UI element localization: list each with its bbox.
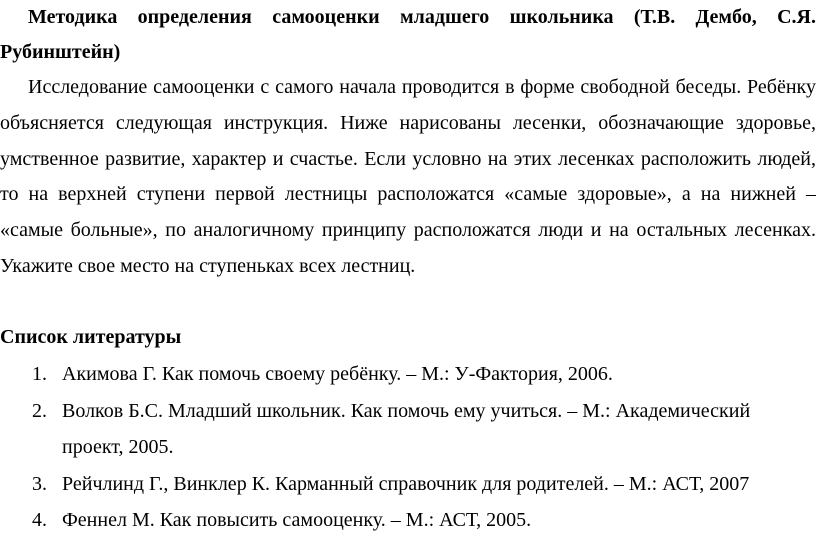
reference-item [0,356,816,393]
reference-text: Рейчлинд Г., Винклер К. Карманный справочник для родителей. – М.: АСТ, 2007 [62,472,750,495]
reference-number: 1. [32,363,47,385]
reference-text: Феннел М. Как повысить самооценку. – М.: АСТ, 2005. [62,509,532,531]
reference-text: Акимова Г. Как помочь своему ребёнку. – М.: У-Фактория, 2006. [62,363,613,385]
reference-number: 4. [32,509,47,531]
reference-item [0,466,816,503]
reference-number: 2. [32,399,47,422]
reference-item [0,502,816,539]
reference-item [0,393,816,466]
references-heading: Список литературы [0,326,182,348]
reference-text: Волков Б.С. Младший школьник. Как помочь ему учиться. – М.: Академический проект, 2005. [62,399,751,458]
document-title: Методика определения самооценки младшего школьника (Т.В. Дембо, С.Я. Рубинштейн) [0,6,816,63]
references-list [0,356,816,539]
method-description: Исследование самооценки с самого начала проводится в форме свободной беседы. Ребёнку объясняется следующая инструкция. Ниже нарисованы лесенки, обозначающие здоровье, умственное развитие, характер и счастье. Если условно на этих лесенках расположить людей, то на верхней ступени первой лестницы расположатся «самые здоровые», а на нижней – «самые больные», по аналогичному принципу расположатся люди и на остальных лесенках. Укажите свое место на ступеньках всех лестниц. [0,76,816,277]
reference-number: 3. [32,472,47,495]
